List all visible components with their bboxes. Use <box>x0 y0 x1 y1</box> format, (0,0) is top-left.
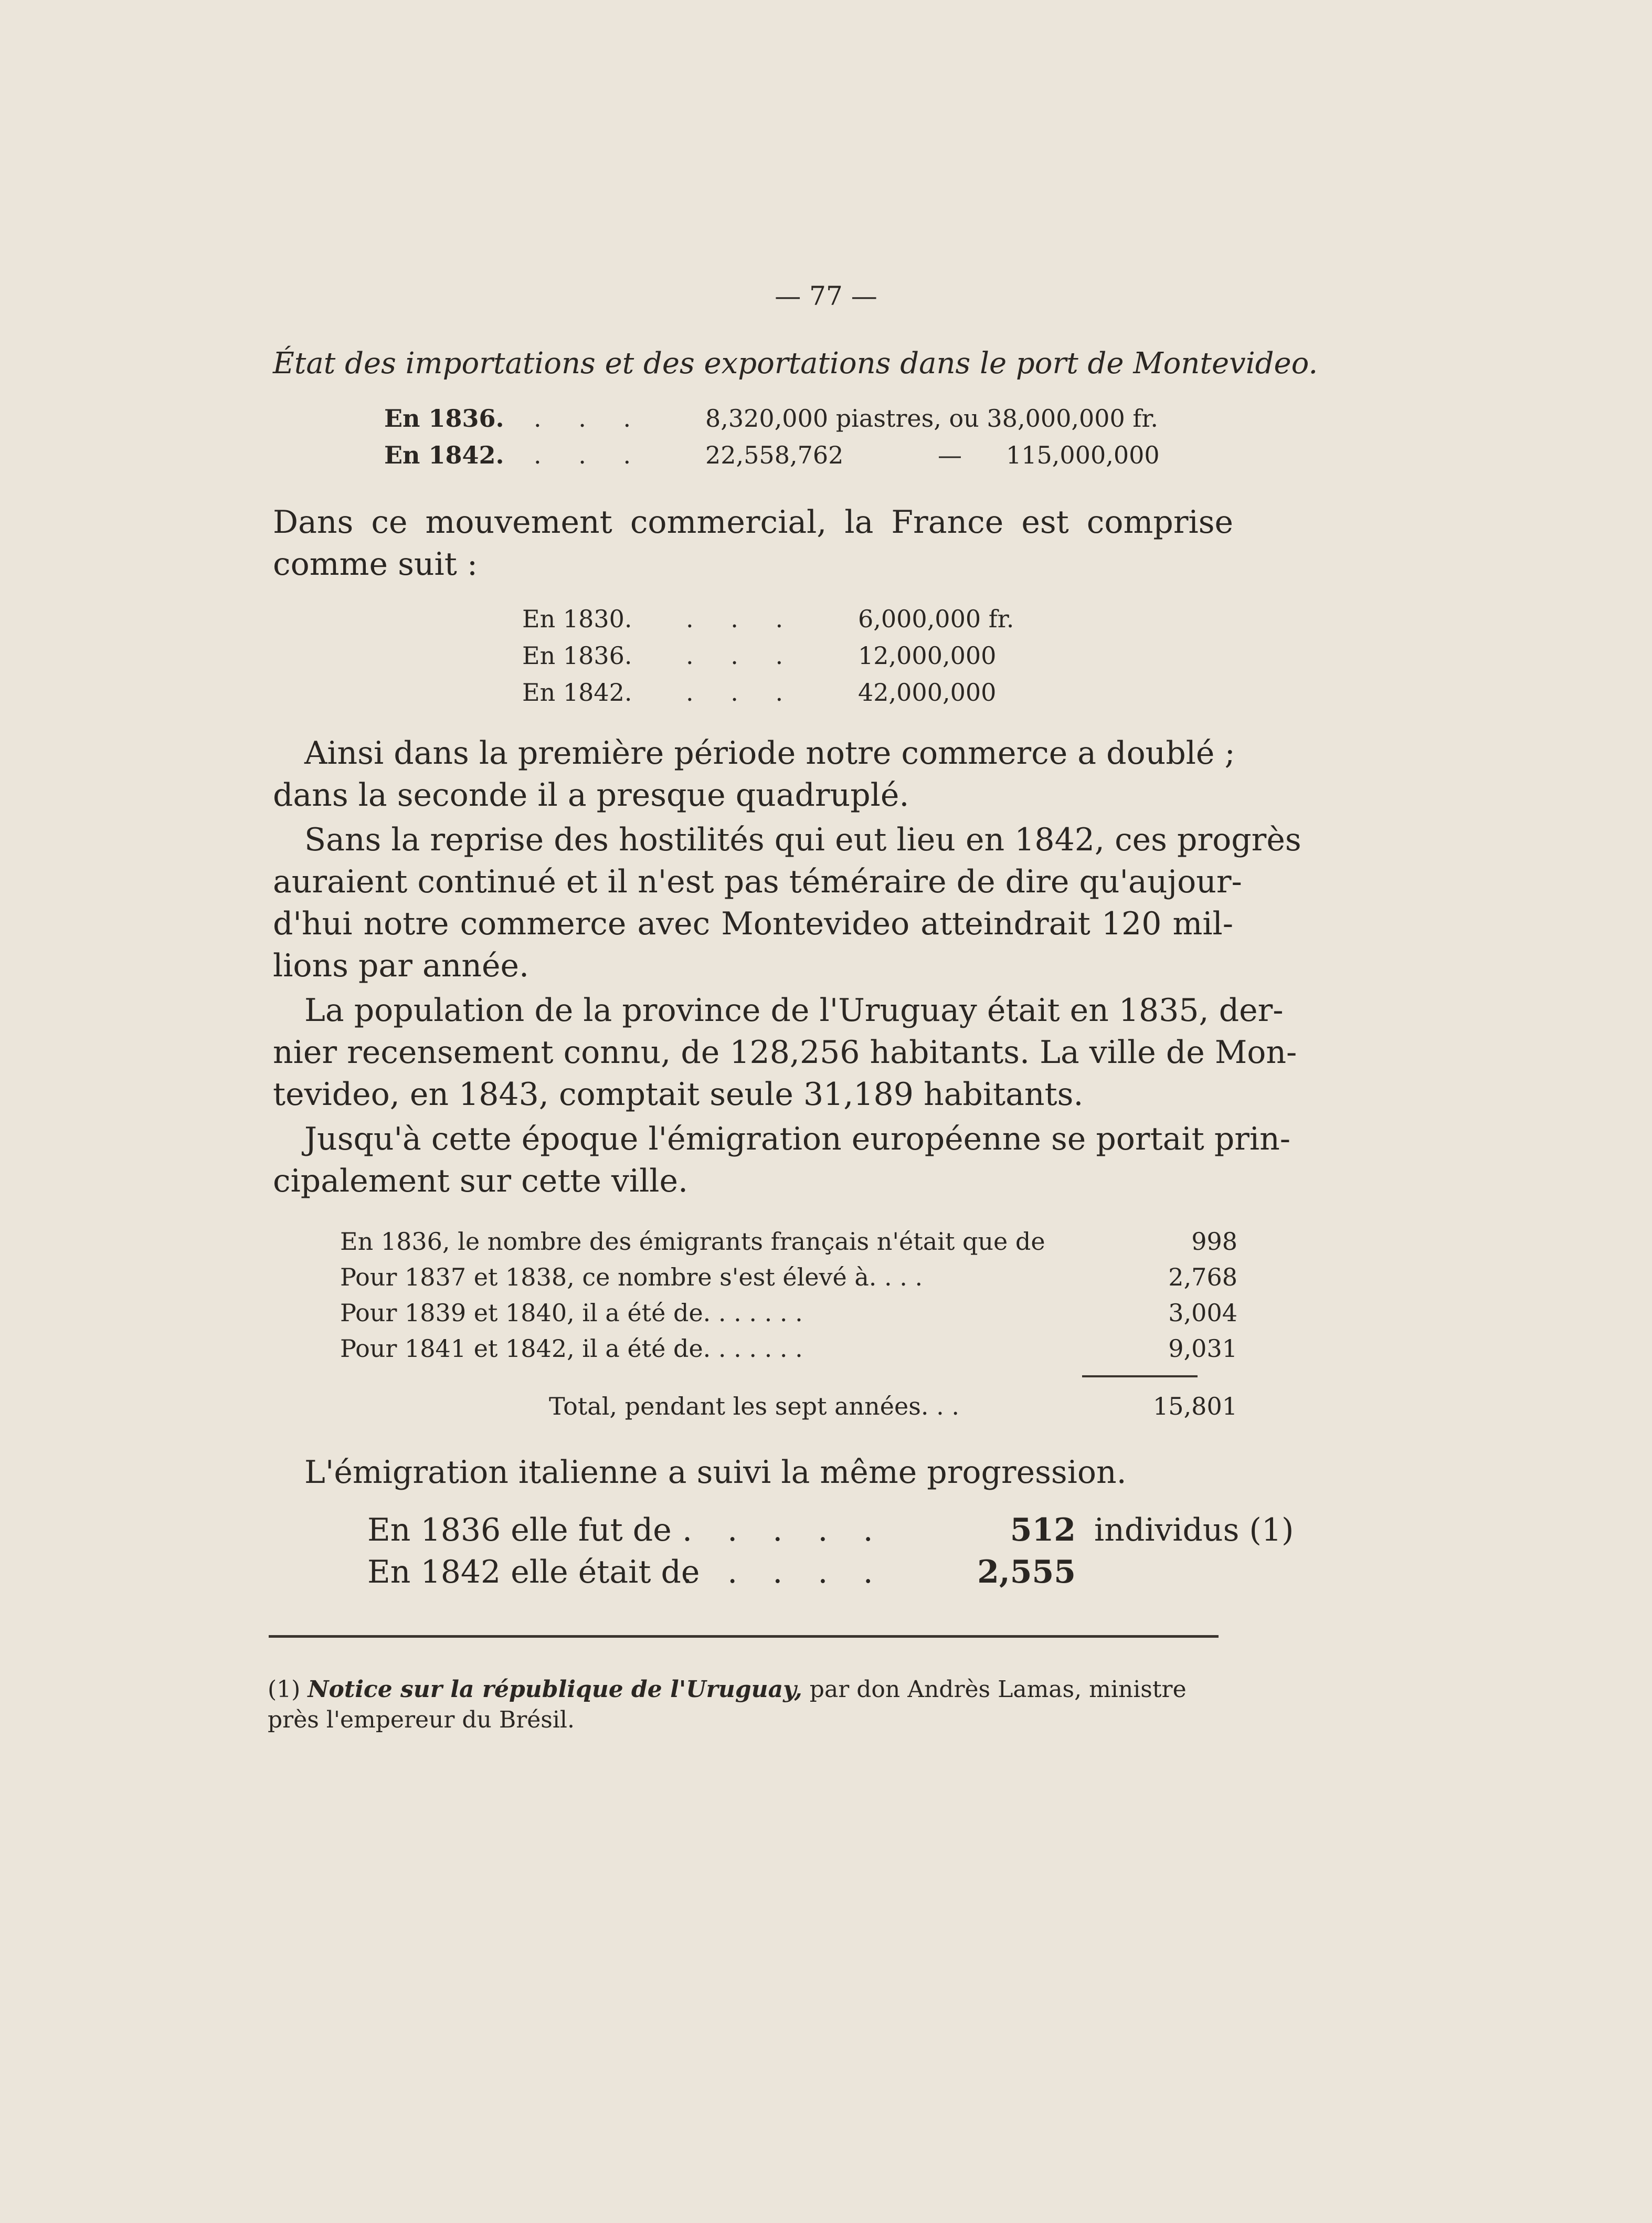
paragraph-population <box>273 989 1297 1115</box>
text-line: La population de la province de l'Uruguay était en 1835, der- <box>304 992 1284 1029</box>
emigration-value: 998 <box>1191 1227 1237 1256</box>
emigration-table-row <box>340 1299 1243 1330</box>
leader-dots: . . . <box>534 404 646 433</box>
trade-separator: — <box>938 441 962 469</box>
footnote-text: par don Andrès Lamas, ministre <box>809 1676 1187 1703</box>
text-line: dans la seconde il a presque quadruplé. <box>273 777 909 814</box>
emigration-label: Pour 1839 et 1840, il a été de. . . . . . . <box>340 1299 803 1327</box>
france-year: En 1830. <box>522 605 632 633</box>
emigration-value: 3,004 <box>1168 1299 1237 1327</box>
france-year: En 1836. <box>522 641 632 670</box>
leader-dots: . . . <box>686 605 798 633</box>
leader-dots: . . . . . <box>682 1554 886 1590</box>
text-line: lions par année. <box>273 947 530 984</box>
emigration-total-row <box>340 1392 1243 1424</box>
italian-row <box>367 1512 1294 1554</box>
total-rule <box>1082 1375 1198 1377</box>
emigration-table-row <box>340 1227 1243 1259</box>
leader-dots: . . . <box>534 441 646 469</box>
footnote-line: près l'empereur du Brésil. <box>268 1706 575 1733</box>
trade-value: 8,320,000 piastres, ou 38,000,000 fr. <box>705 404 1158 433</box>
text-line: Ainsi dans la première période notre commerce a doublé ; <box>304 735 1235 772</box>
text-line: Sans la reprise des hostilités qui eut lieu en 1842, ces progrès <box>304 821 1301 858</box>
italian-value: 512 <box>1010 1512 1076 1548</box>
footnote <box>268 1674 1187 1735</box>
paragraph-jusqu <box>273 1118 1291 1202</box>
text-line: Jusqu'à cette époque l'émigration européenne se portait prin- <box>304 1121 1291 1157</box>
emigration-total-value: 15,801 <box>1153 1392 1237 1420</box>
emigration-label: En 1836, le nombre des émigrants français n'était que de <box>340 1227 1045 1256</box>
leader-dots: . . . <box>686 678 798 707</box>
italian-label: En 1842 elle était de <box>367 1554 700 1590</box>
emigration-total-label: Total, pendant les sept années. . . <box>549 1392 959 1420</box>
section-heading: État des importations et des exportations dans le port de Montevideo. <box>273 346 1318 381</box>
footnote-mark: (1) <box>268 1676 301 1703</box>
trade-year: En 1836. <box>384 404 504 433</box>
emigration-value: 9,031 <box>1168 1334 1237 1363</box>
emigration-label: Pour 1837 et 1838, ce nombre s'est élevé à. . . . <box>340 1263 923 1291</box>
footnote-title: Notice sur la république de l'Uruguay, <box>308 1676 802 1703</box>
france-table-row <box>522 678 997 710</box>
page-number: — 77 — <box>775 281 877 311</box>
paragraph-ainsi <box>273 732 1233 816</box>
france-table-row <box>522 641 997 673</box>
text-line: cipalement sur cette ville. <box>273 1163 689 1199</box>
paragraph-italienne <box>273 1451 1233 1493</box>
text-line: d'hui notre commerce avec Montevideo atteindrait 120 mil- <box>273 905 1233 942</box>
paragraph-france <box>273 501 1233 585</box>
emigration-label: Pour 1841 et 1842, il a été de. . . . . . . <box>340 1334 803 1363</box>
france-year: En 1842. <box>522 678 632 707</box>
italian-row <box>367 1554 1259 1596</box>
trade-year: En 1842. <box>384 441 504 469</box>
trade-value-francs: 115,000,000 <box>1006 441 1160 469</box>
france-amount: 6,000,000 fr. <box>858 605 1014 633</box>
france-amount: 12,000,000 <box>858 641 997 670</box>
footnote-line <box>268 1674 1187 1705</box>
emigration-value: 2,768 <box>1168 1263 1237 1291</box>
emigration-table-row <box>340 1263 1243 1294</box>
trade-table-row <box>384 404 1158 436</box>
text-line: tevideo, en 1843, comptait seule 31,189 habitants. <box>273 1076 1084 1113</box>
text-line: nier recensement connu, de 128,256 habitants. La ville de Mon- <box>273 1034 1297 1071</box>
footnote-rule <box>269 1635 1219 1638</box>
paragraph-sans <box>273 819 1301 987</box>
france-table-row <box>522 605 1014 636</box>
leader-dots: . . . <box>686 641 798 670</box>
leader-dots: . . . . . <box>682 1512 886 1548</box>
text-line: Dans ce mouvement commercial, la France est comprise <box>273 504 1233 541</box>
italian-value: 2,555 <box>977 1554 1076 1590</box>
italian-unit: individus (1) <box>1094 1512 1294 1548</box>
text-line: comme suit : <box>273 546 478 583</box>
italian-label: En 1836 elle fut de <box>367 1512 672 1548</box>
france-amount: 42,000,000 <box>858 678 997 707</box>
trade-value: 22,558,762 <box>705 441 844 469</box>
text-line: auraient continué et il n'est pas téméraire de dire qu'aujour- <box>273 863 1242 900</box>
trade-table-row <box>384 441 1160 472</box>
emigration-table-row <box>340 1334 1243 1366</box>
text-line: L'émigration italienne a suivi la même progression. <box>304 1454 1127 1491</box>
